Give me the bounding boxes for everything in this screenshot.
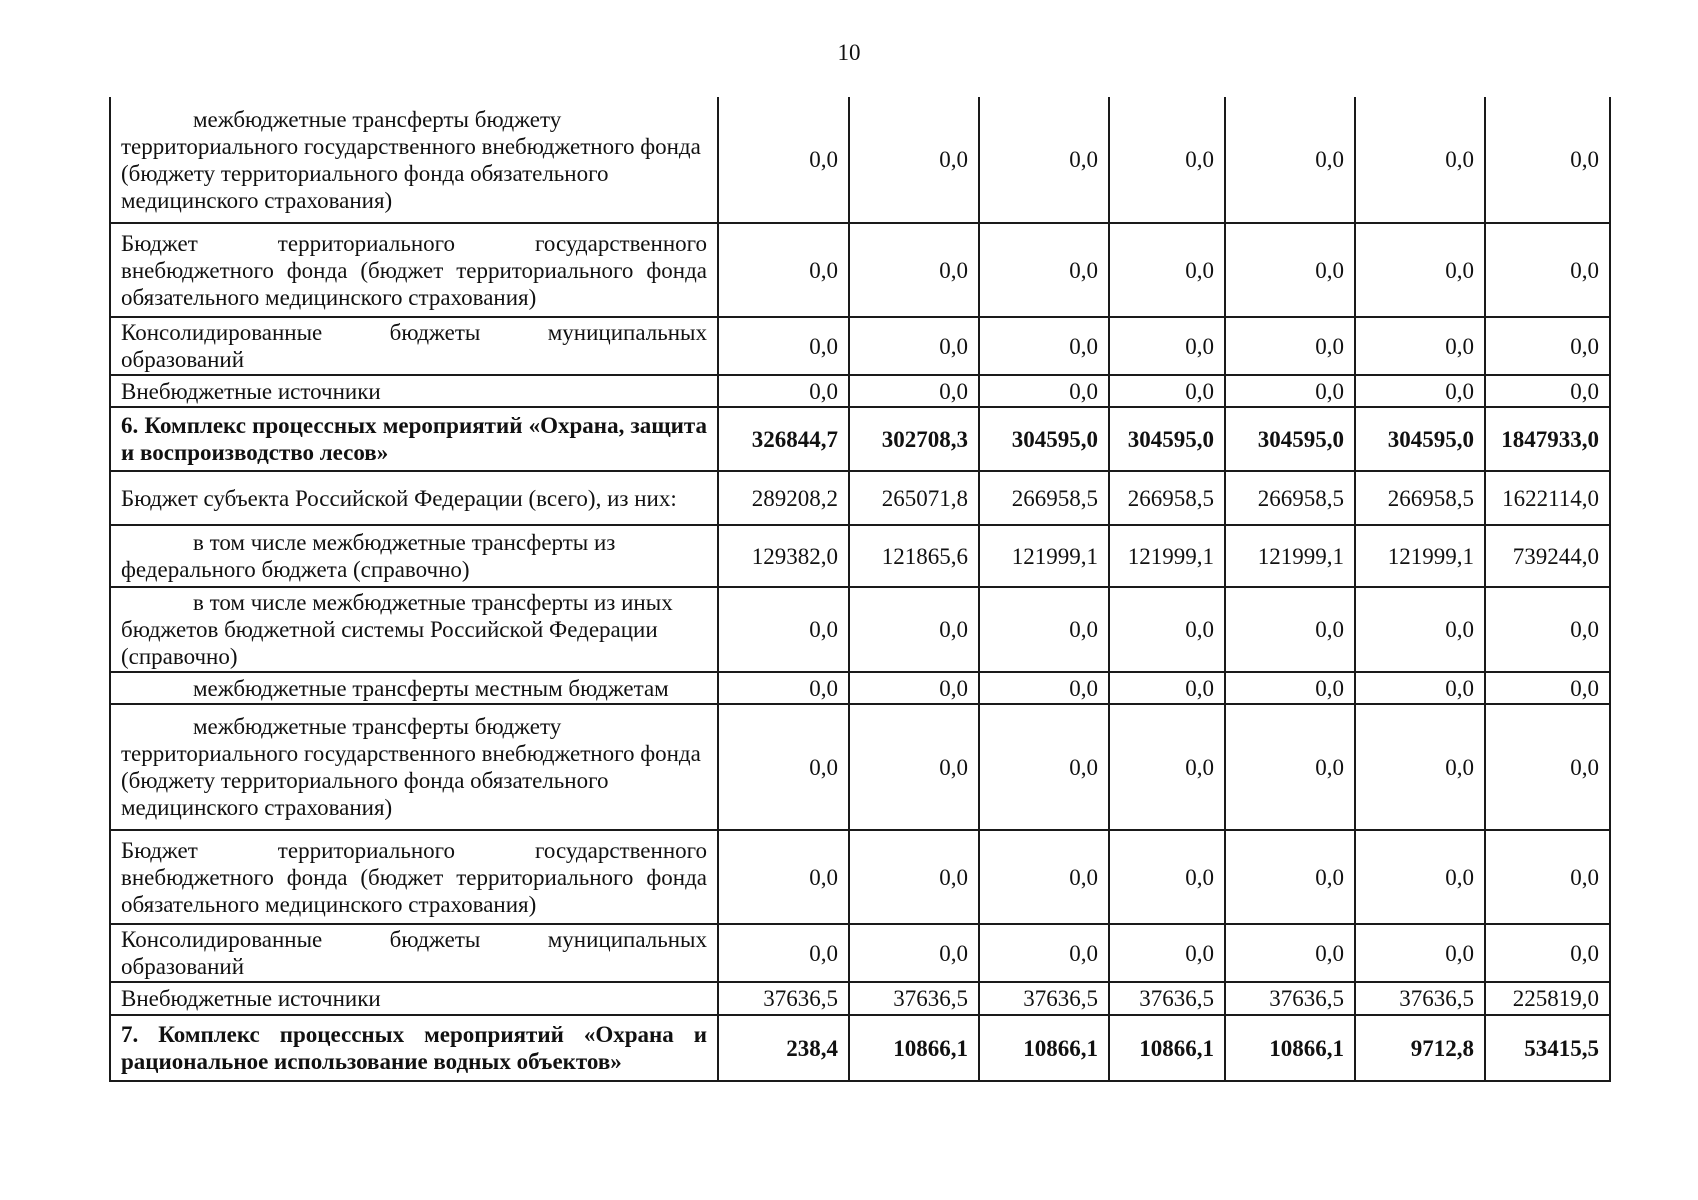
value-cell: 0,0 — [1355, 223, 1485, 317]
value-cell: 37636,5 — [1225, 982, 1355, 1015]
value-cell: 0,0 — [979, 97, 1109, 223]
value-cell: 0,0 — [1485, 830, 1610, 924]
row-label: 6. Комплекс процессных мероприятий «Охрана, защита и воспроизводство лесов» — [110, 407, 718, 471]
value-cell: 0,0 — [979, 672, 1109, 704]
value-cell: 0,0 — [1355, 704, 1485, 830]
value-cell: 0,0 — [718, 672, 849, 704]
page-number: 10 — [837, 40, 861, 65]
value-cell: 0,0 — [1109, 97, 1225, 223]
value-cell: 266958,5 — [1355, 471, 1485, 525]
value-cell: 0,0 — [979, 924, 1109, 982]
value-cell: 0,0 — [1225, 97, 1355, 223]
value-cell: 0,0 — [849, 830, 979, 924]
value-cell: 0,0 — [1225, 223, 1355, 317]
value-cell: 304595,0 — [1355, 407, 1485, 471]
value-cell: 0,0 — [1109, 672, 1225, 704]
value-cell: 0,0 — [849, 375, 979, 407]
value-cell: 10866,1 — [849, 1015, 979, 1081]
value-cell: 0,0 — [1225, 672, 1355, 704]
value-cell: 121999,1 — [1225, 525, 1355, 587]
value-cell: 0,0 — [1485, 97, 1610, 223]
value-cell: 326844,7 — [718, 407, 849, 471]
value-cell: 0,0 — [979, 704, 1109, 830]
value-cell: 0,0 — [1485, 587, 1610, 672]
value-cell: 266958,5 — [1225, 471, 1355, 525]
row-label: Внебюджетные источники — [110, 982, 718, 1015]
value-cell: 0,0 — [1109, 830, 1225, 924]
value-cell: 0,0 — [1225, 830, 1355, 924]
table-body — [110, 97, 1610, 1081]
value-cell: 0,0 — [718, 223, 849, 317]
row-label: Бюджет территориального государственного внебюджетного фонда (бюджет территориального фонда обязательного медицинского страхования) — [110, 830, 718, 924]
value-cell: 0,0 — [1109, 375, 1225, 407]
value-cell: 0,0 — [718, 830, 849, 924]
value-cell: 0,0 — [718, 375, 849, 407]
value-cell: 0,0 — [1355, 97, 1485, 223]
value-cell: 129382,0 — [718, 525, 849, 587]
table-row — [110, 587, 1610, 672]
value-cell: 0,0 — [1485, 924, 1610, 982]
table-row — [110, 471, 1610, 525]
row-label: в том числе межбюджетные трансферты из федерального бюджета (справочно) — [110, 525, 718, 587]
value-cell: 0,0 — [1355, 375, 1485, 407]
value-cell: 0,0 — [849, 317, 979, 375]
value-cell: 53415,5 — [1485, 1015, 1610, 1081]
value-cell: 0,0 — [1225, 587, 1355, 672]
value-cell: 0,0 — [849, 924, 979, 982]
value-cell: 0,0 — [718, 587, 849, 672]
row-label: 7. Комплекс процессных мероприятий «Охрана и рациональное использование водных объектов» — [110, 1015, 718, 1081]
value-cell: 0,0 — [718, 317, 849, 375]
table-row — [110, 223, 1610, 317]
value-cell: 0,0 — [979, 830, 1109, 924]
table-row — [110, 924, 1610, 982]
value-cell: 266958,5 — [1109, 471, 1225, 525]
row-label: Консолидированные бюджеты муниципальных образований — [110, 317, 718, 375]
value-cell: 266958,5 — [979, 471, 1109, 525]
value-cell: 37636,5 — [1109, 982, 1225, 1015]
value-cell: 0,0 — [1109, 587, 1225, 672]
value-cell: 225819,0 — [1485, 982, 1610, 1015]
value-cell: 0,0 — [1355, 317, 1485, 375]
table-row — [110, 982, 1610, 1015]
value-cell: 0,0 — [849, 704, 979, 830]
value-cell: 0,0 — [1109, 223, 1225, 317]
row-label: межбюджетные трансферты местным бюджетам — [110, 672, 718, 704]
value-cell: 0,0 — [1109, 704, 1225, 830]
row-label: межбюджетные трансферты бюджету территориального государственного внебюджетного фонда (бюджету территориального фонда обязательного медицинского страхования) — [110, 704, 718, 830]
value-cell: 10866,1 — [979, 1015, 1109, 1081]
value-cell: 0,0 — [1225, 704, 1355, 830]
value-cell: 121999,1 — [1109, 525, 1225, 587]
value-cell: 238,4 — [718, 1015, 849, 1081]
value-cell: 0,0 — [1485, 672, 1610, 704]
value-cell: 0,0 — [979, 317, 1109, 375]
value-cell: 10866,1 — [1225, 1015, 1355, 1081]
value-cell: 0,0 — [718, 704, 849, 830]
value-cell: 0,0 — [1485, 223, 1610, 317]
value-cell: 0,0 — [1355, 587, 1485, 672]
row-label: межбюджетные трансферты бюджету территориального государственного внебюджетного фонда (бюджету территориального фонда обязательного медицинского страхования) — [110, 97, 718, 223]
table-row — [110, 830, 1610, 924]
value-cell: 121865,6 — [849, 525, 979, 587]
value-cell: 0,0 — [1109, 317, 1225, 375]
value-cell: 304595,0 — [1225, 407, 1355, 471]
row-label: Внебюджетные источники — [110, 375, 718, 407]
value-cell: 0,0 — [979, 223, 1109, 317]
table-row — [110, 375, 1610, 407]
value-cell: 265071,8 — [849, 471, 979, 525]
table-row — [110, 1015, 1610, 1081]
value-cell: 0,0 — [979, 587, 1109, 672]
value-cell: 0,0 — [1485, 317, 1610, 375]
table-row — [110, 97, 1610, 223]
value-cell: 0,0 — [1355, 672, 1485, 704]
value-cell: 0,0 — [1225, 317, 1355, 375]
value-cell: 0,0 — [1109, 924, 1225, 982]
value-cell: 10866,1 — [1109, 1015, 1225, 1081]
value-cell: 0,0 — [1225, 375, 1355, 407]
value-cell: 37636,5 — [1355, 982, 1485, 1015]
table-row — [110, 407, 1610, 471]
value-cell: 302708,3 — [849, 407, 979, 471]
value-cell: 0,0 — [1485, 375, 1610, 407]
value-cell: 121999,1 — [979, 525, 1109, 587]
value-cell: 0,0 — [849, 672, 979, 704]
value-cell: 1622114,0 — [1485, 471, 1610, 525]
value-cell: 0,0 — [1485, 704, 1610, 830]
value-cell: 9712,8 — [1355, 1015, 1485, 1081]
value-cell: 0,0 — [849, 97, 979, 223]
value-cell: 0,0 — [1355, 924, 1485, 982]
value-cell: 739244,0 — [1485, 525, 1610, 587]
value-cell: 0,0 — [979, 375, 1109, 407]
table-row — [110, 317, 1610, 375]
row-label: Бюджет территориального государственного внебюджетного фонда (бюджет территориального фонда обязательного медицинского страхования) — [110, 223, 718, 317]
value-cell: 1847933,0 — [1485, 407, 1610, 471]
value-cell: 37636,5 — [718, 982, 849, 1015]
row-label: в том числе межбюджетные трансферты из иных бюджетов бюджетной системы Российской Федерации (справочно) — [110, 587, 718, 672]
value-cell: 304595,0 — [979, 407, 1109, 471]
row-label: Консолидированные бюджеты муниципальных образований — [110, 924, 718, 982]
table-row — [110, 525, 1610, 587]
row-label: Бюджет субъекта Российской Федерации (всего), из них: — [110, 471, 718, 525]
value-cell: 0,0 — [718, 924, 849, 982]
value-cell: 0,0 — [1225, 924, 1355, 982]
value-cell: 0,0 — [718, 97, 849, 223]
value-cell: 37636,5 — [979, 982, 1109, 1015]
budget-table — [109, 97, 1611, 1082]
value-cell: 0,0 — [849, 587, 979, 672]
value-cell: 37636,5 — [849, 982, 979, 1015]
value-cell: 0,0 — [1355, 830, 1485, 924]
table-row — [110, 704, 1610, 830]
table-row — [110, 672, 1610, 704]
value-cell: 304595,0 — [1109, 407, 1225, 471]
value-cell: 121999,1 — [1355, 525, 1485, 587]
value-cell: 0,0 — [849, 223, 979, 317]
value-cell: 289208,2 — [718, 471, 849, 525]
